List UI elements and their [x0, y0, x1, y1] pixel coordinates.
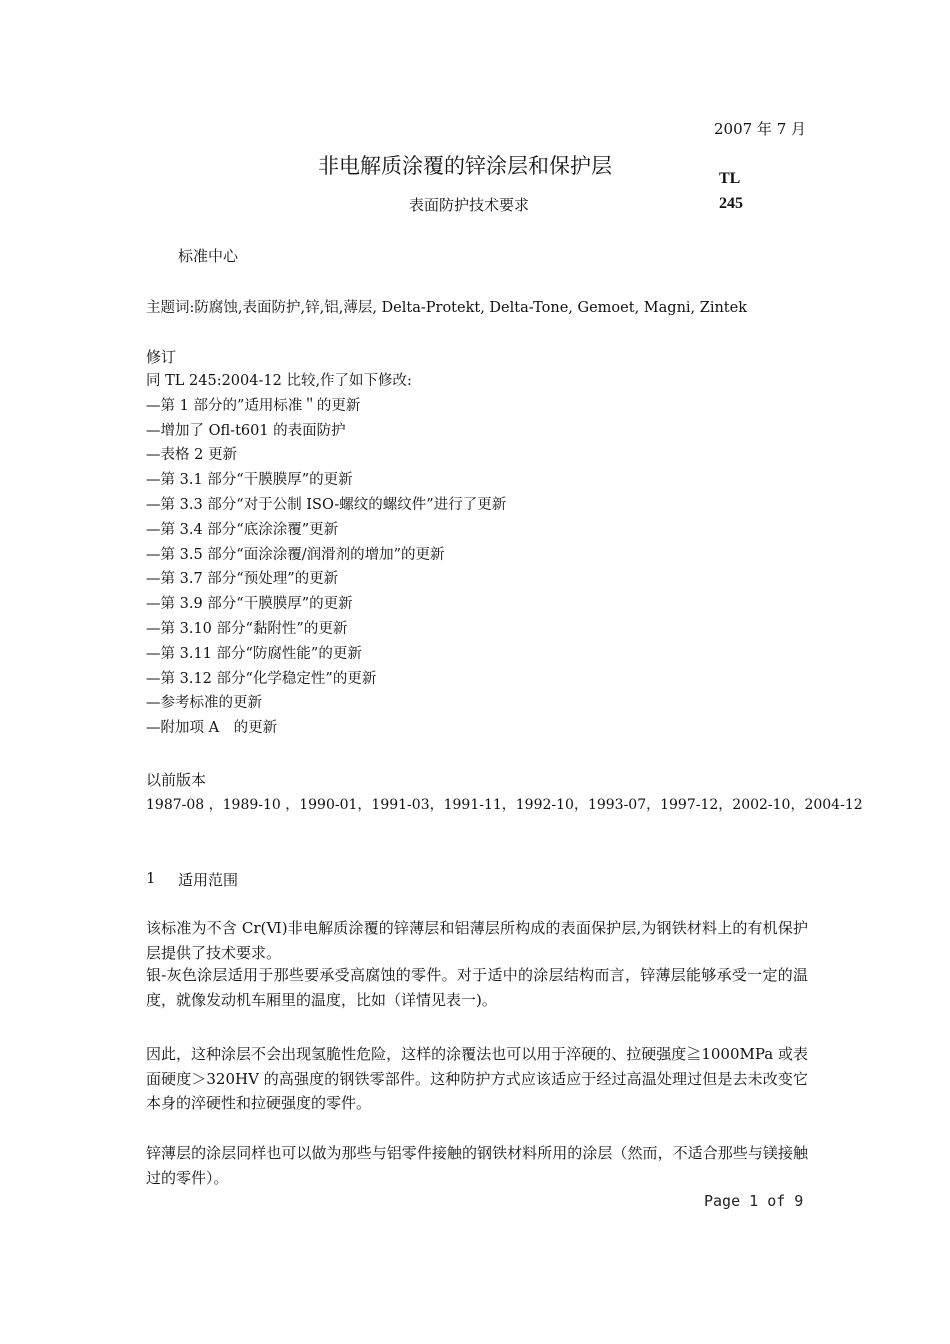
document-subtitle: 表面防护技术要求: [409, 196, 530, 214]
standard-code-prefix: TL: [719, 170, 741, 187]
section-number: 1: [146, 869, 156, 887]
body-paragraph: 银-灰色涂层适用于那些要承受高腐蚀的零件。对于适中的涂层结构而言，锌薄层能够承受一定的温度，就像发动机车厢里的温度，比如（详情见表一)。: [146, 966, 808, 1009]
revision-list: [146, 369, 506, 741]
revision-item: —第 1 部分的”适用标准＂的更新: [146, 397, 361, 414]
revision-heading: 修订: [146, 348, 177, 366]
previous-editions-heading: 以前版本: [146, 771, 207, 789]
revision-item: 同 TL 245:2004-12 比较,作了如下修改:: [146, 373, 412, 389]
section-title: 适用范围: [178, 871, 239, 889]
revision-item: —第 3.9 部分“干膜膜厚”的更新: [146, 596, 353, 613]
revision-item: —附加项 A 的更新: [146, 720, 278, 737]
body-paragraph: 锌薄层的涂层同样也可以做为那些与铝零件接触的钢铁材料所用的涂层（然而，不适合那些与镁接触过的零件）。: [146, 1144, 808, 1187]
revision-item: —第 3.4 部分“底涂涂覆”更新: [146, 521, 339, 538]
document-title: 非电解质涂覆的锌涂层和保护层: [318, 154, 612, 178]
body-paragraph: 该标准为不含 Cr(Ⅵ)非电解质涂覆的锌薄层和铝薄层所构成的表面保护层,为钢铁材料上的有机保护层提供了技术要求。: [146, 919, 808, 962]
issuer: 标准中心: [178, 247, 239, 265]
revision-item: —参考标准的更新: [146, 695, 262, 712]
revision-item: —第 3.12 部分“化学稳定性”的更新: [146, 670, 377, 687]
revision-item: —第 3.5 部分“面涂涂覆/润滑剂的增加”的更新: [146, 546, 445, 563]
revision-item: —第 3.10 部分“黏附性”的更新: [146, 620, 348, 637]
previous-editions-dates: 1987-08 ，1989-10 ，1990-01，1991-03，1991-11，1992-10，1993-07，1997-12，2002-10，2004-12: [146, 797, 863, 813]
body-paragraph: 因此，这种涂层不会出现氢脆性危险，这样的涂覆法也可以用于淬硬的、拉硬强度≧1000MPa 或表面硬度＞320HV 的高强度的钢铁零部件。这种防护方式应该适应于经过高温处理过但是去未改变它本身的淬硬性和拉硬强度的零件。: [146, 1045, 808, 1112]
keywords-line: 主题词:防腐蚀,表面防护,锌,铝,薄层, Delta-Protekt, Delta-Tone, Gemoet, Magni, Zintek: [146, 300, 748, 316]
revision-item: —第 3.7 部分“预处理”的更新: [146, 571, 339, 588]
revision-item: —增加了 Ofl-t601 的表面防护: [146, 422, 346, 439]
revision-item: —第 3.11 部分“防腐性能”的更新: [146, 645, 362, 662]
revision-item: —表格 2 更新: [146, 447, 237, 464]
document-date: 2007 年 7 月: [714, 120, 807, 138]
page-number: Page 1 of 9: [704, 1192, 804, 1210]
standard-code-number: 245: [719, 195, 743, 212]
revision-item: —第 3.3 部分“对于公制 ISO-螺纹的螺纹件”进行了更新: [146, 496, 507, 513]
revision-item: —第 3.1 部分“干膜膜厚”的更新: [146, 472, 353, 489]
